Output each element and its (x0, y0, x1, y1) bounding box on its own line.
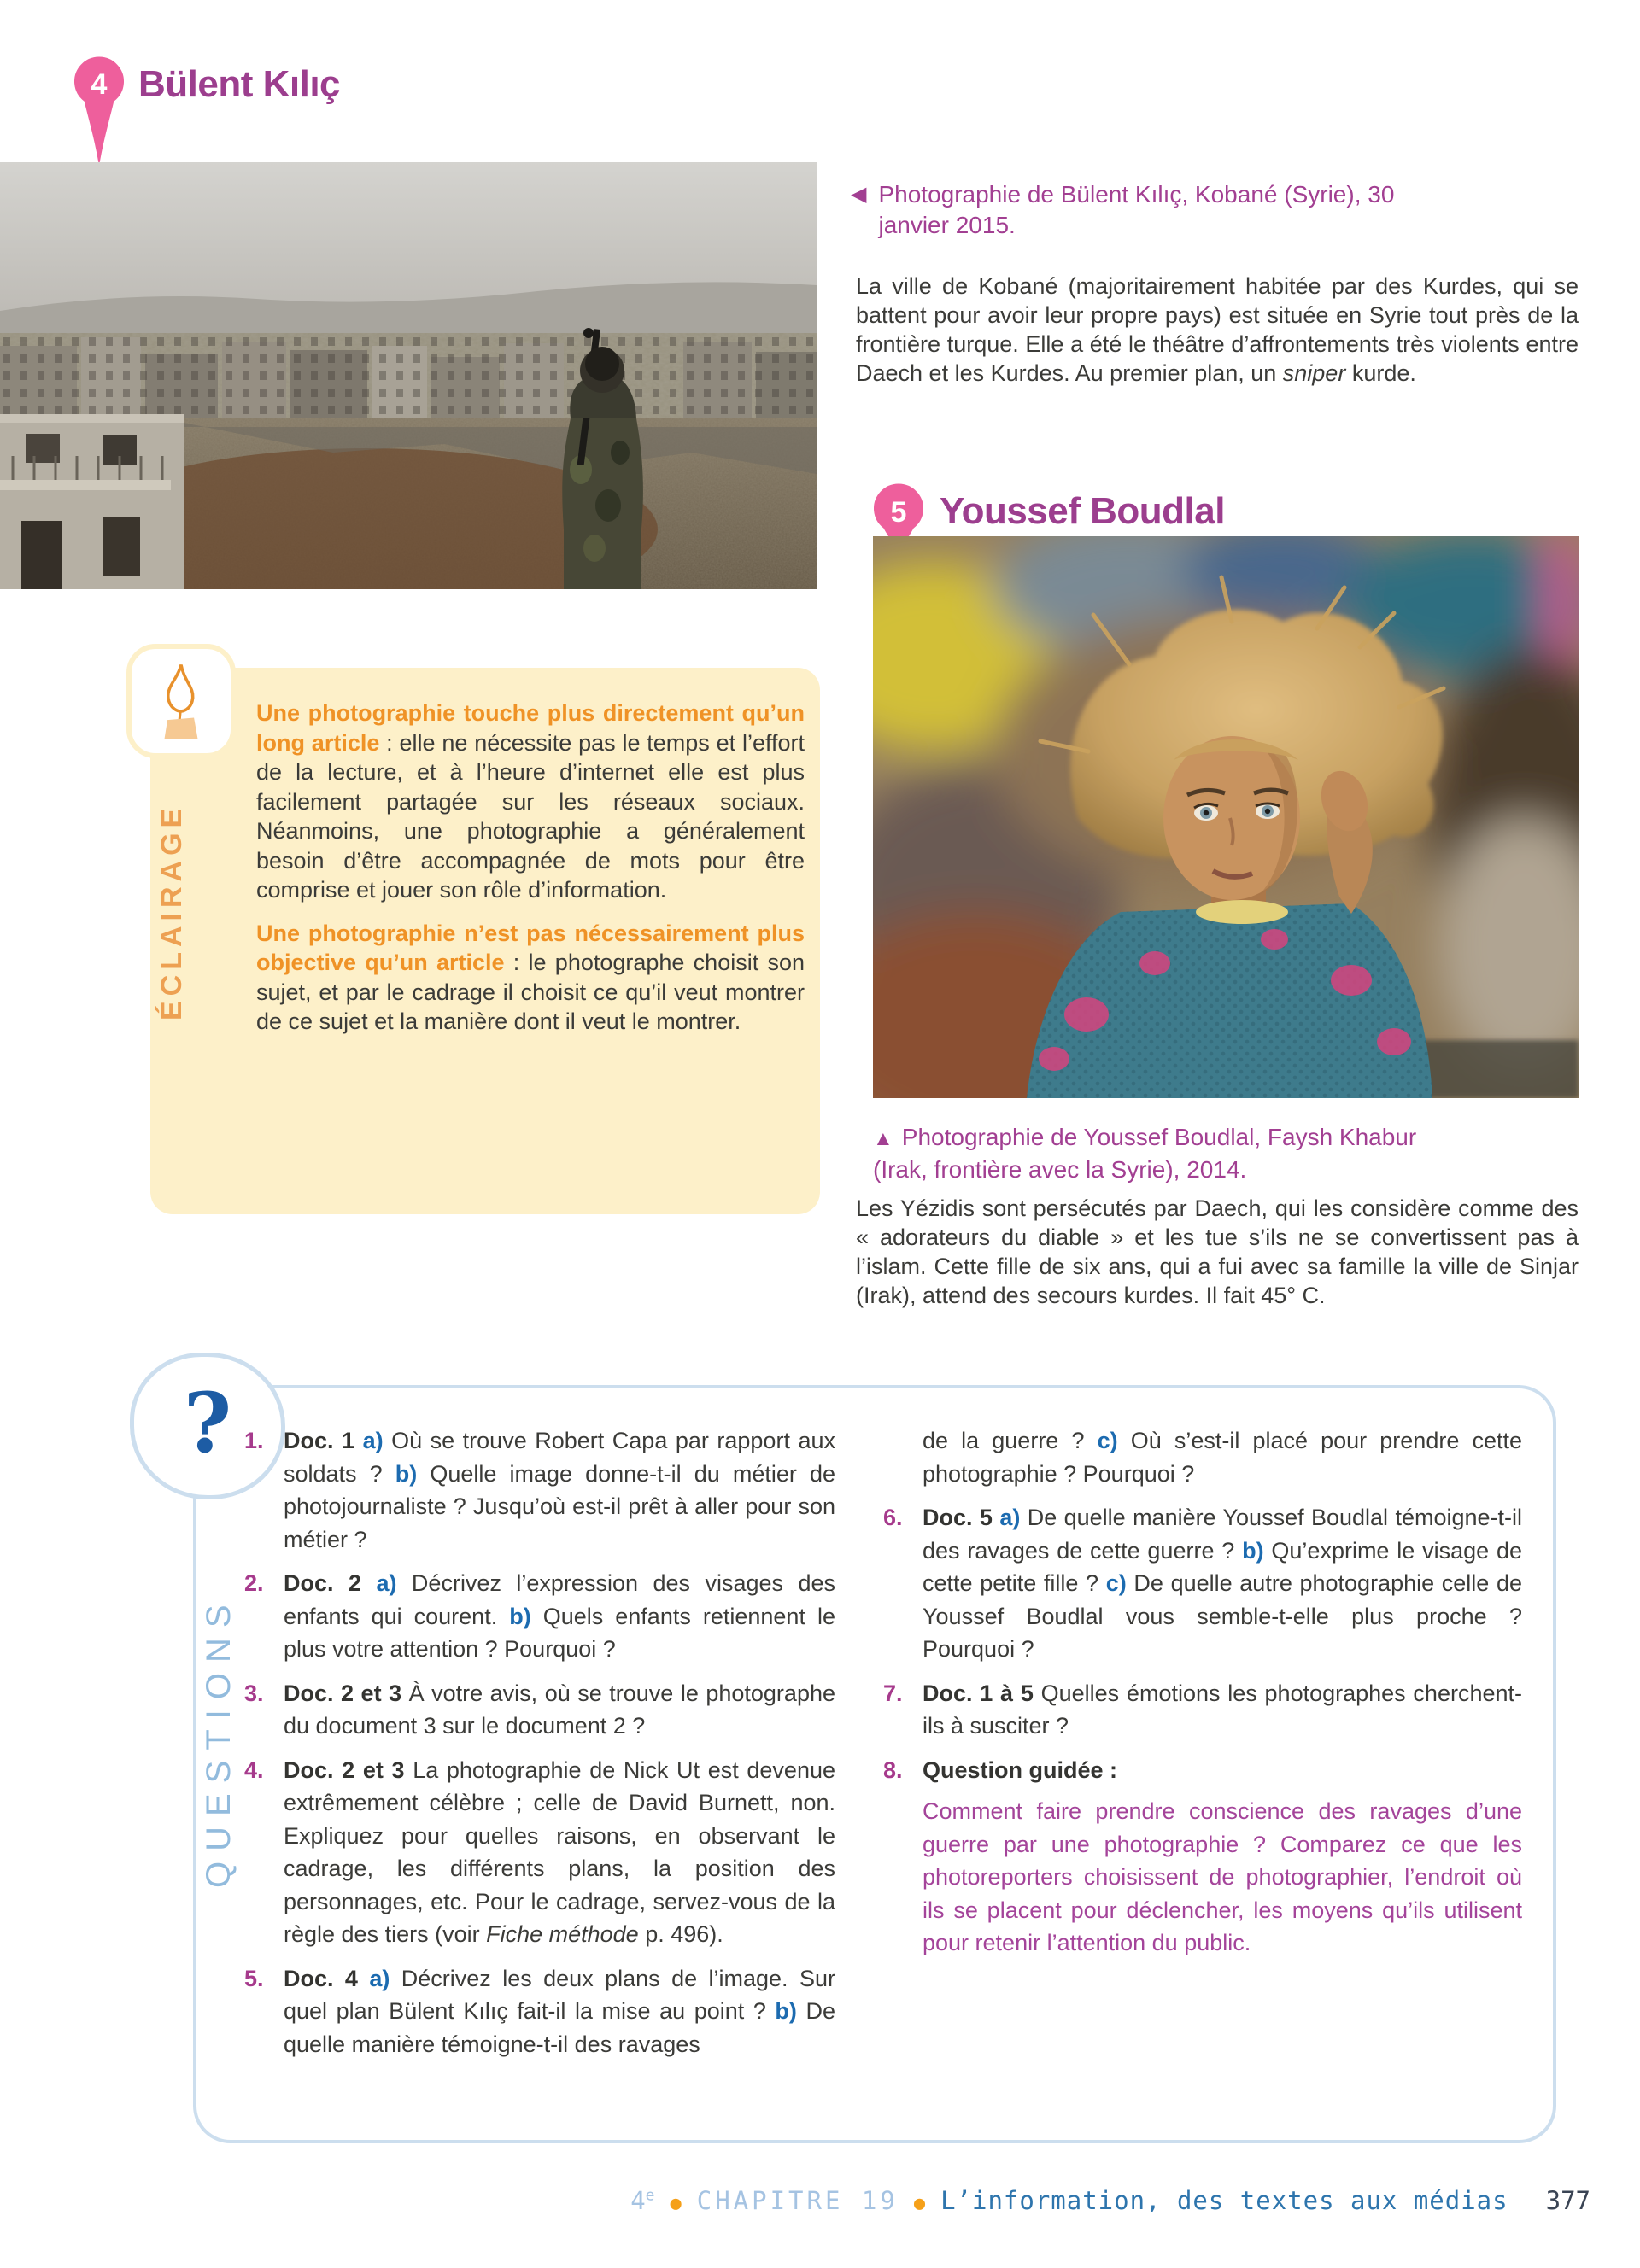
text-run: Doc. 2 et 3 (284, 1680, 409, 1706)
question-item (244, 1567, 835, 1666)
question-item (883, 1424, 1522, 1490)
doc5-caption-text: Photographie de Youssef Boudlal, Faysh Khabur (Irak, frontière avec la Syrie), 2014. (873, 1124, 1417, 1183)
doc5-title: Youssef Boudlal (940, 490, 1225, 532)
question-item (244, 1677, 835, 1743)
question-text (284, 1677, 835, 1743)
footer-grade: 4e (630, 2186, 655, 2215)
question-text (922, 1677, 1522, 1743)
text-run: Décrivez l’expression des visages des enfants qui courent. (284, 1570, 835, 1629)
text-run: c) (1105, 1570, 1127, 1596)
question-item (883, 1501, 1522, 1666)
question-text (922, 1754, 1522, 1960)
up-triangle-icon: ▲ (873, 1127, 893, 1150)
text-run: Doc. 2 (284, 1570, 377, 1596)
doc5-number: 5 (890, 496, 907, 529)
eclairage-badge (126, 644, 236, 758)
question-text (284, 1754, 835, 1951)
photo-yazidi-girl (873, 536, 1578, 1098)
eclairage-text (256, 699, 805, 1050)
questions-column-2 (883, 1424, 1522, 1971)
question-number: 2. (244, 1570, 264, 1596)
page-footer (630, 2186, 1590, 2215)
text-run: Doc. 2 et 3 (284, 1757, 413, 1783)
text-run: De quelle manière Youssef Boudlal témoigne-t-il des ravages de cette guerre ? (922, 1505, 1522, 1564)
footer-title: L’information, des textes aux médias (940, 2186, 1508, 2215)
text-run: p. 496). (638, 1921, 723, 1947)
text-run: Quels enfants retiennent le plus votre attention ? Pourquoi ? (284, 1603, 835, 1662)
text-run: Une photographie n’est pas nécessairement plus objective qu’un article (256, 920, 805, 975)
text-run: b) (775, 1998, 797, 2024)
questions-column-1 (244, 1424, 835, 2072)
text-run: Doc. 4 (284, 1965, 370, 1991)
question-text (284, 1962, 835, 2061)
foreground-building (0, 414, 184, 589)
doc4-number: 4 (91, 68, 108, 101)
question-number: 8. (883, 1757, 903, 1783)
text-run: b) (395, 1460, 418, 1487)
questions-label: QUESTIONS (200, 1594, 237, 1888)
text-run: Quelles émotions les photographes cherchent-ils à susciter ? (922, 1680, 1522, 1739)
question-text (284, 1424, 835, 1556)
text-run: b) (509, 1603, 531, 1629)
text-run: Question guidée : (922, 1757, 1118, 1783)
question-text (284, 1567, 835, 1666)
text-run: La photographie de Nick Ut est devenue extrêmement célèbre ; celle de David Burnett, non. Expliquez pour quelles raisons, en observant le cadrage, les différents plans, la position des personnages, etc. Pour le cadrage, servez-vous de la règle des tiers (voir (284, 1757, 835, 1947)
text-run: : le photographe choisit son sujet, et par le cadrage il choisit ce qu’il veut montrer de ce sujet et la manière dont il veut le montrer. (256, 950, 805, 1034)
text-run: Doc. 1 (284, 1428, 363, 1453)
eclairage-paragraph (256, 699, 805, 905)
text-run: Doc. 1 à 5 (922, 1680, 1041, 1706)
text-run: b) (1242, 1537, 1264, 1564)
text-run: Où se trouve Robert Capa par rapport aux soldats ? (284, 1428, 835, 1487)
text-run: Décrivez les deux plans de l’image. Sur quel plan Bülent Kılıç fait-il la mise au point ? (284, 1965, 835, 2024)
question-item (244, 1962, 835, 2061)
eclairage-label: ÉCLAIRAGE (155, 803, 188, 1021)
guided-question-text: Comment faire prendre conscience des ravages d’une guerre par une photographie ? Comparez ce que les photoreporters choisissent de photographier, l’endroit où ils se placent pour déclencher, les moyens qu’ils utilisent pour retenir l’attention du public. (922, 1798, 1522, 1955)
question-number: 5. (244, 1965, 264, 1991)
doc4-caption-text: Photographie de Bülent Kılıç, Kobané (Syrie), 30 janvier 2015. (878, 181, 1395, 238)
text-run: sniper (1282, 360, 1346, 386)
question-text (922, 1501, 1522, 1666)
text-run: Fiche méthode (486, 1921, 639, 1947)
left-triangle-icon: ◀ (851, 183, 867, 206)
text-run: Doc. 5 (922, 1505, 1000, 1530)
text-run: La ville de Kobané (majoritairement habitée par des Kurdes, qui se battent pour avoir leur propre pays) est située en Syrie tout près de la frontière turque. Elle a été le théâtre d’affrontements très violents entre Daech et les Kurdes. Au premier plan, un (856, 273, 1578, 386)
question-item (244, 1754, 835, 1951)
question-item (883, 1754, 1522, 1960)
doc5-description: Les Yézidis sont persécutés par Daech, qui les considère comme des « adorateurs du diable » et les tue s’ils ne se convertissent pas à l’islam. Cette fille de six ans, qui a fui avec sa famille la ville de Sinjar (Irak), attend des secours kurdes. Il fait 45° C. (856, 1195, 1578, 1308)
text-run: De quelle autre photographie celle de Youssef Boudlal vous semble-t-elle plus proche ? Pourquoi ? (922, 1570, 1522, 1662)
question-number (883, 1424, 922, 1490)
doc4-caption (851, 179, 1449, 241)
text-run: a) (369, 1965, 390, 1991)
text-run: a) (376, 1570, 397, 1596)
text-run: Qu’exprime le visage de cette petite fille ? (922, 1537, 1522, 1596)
candle-icon (155, 660, 208, 742)
question-number: 7. (883, 1680, 903, 1706)
question-item (883, 1677, 1522, 1743)
question-number: 3. (244, 1680, 264, 1706)
text-run: a) (362, 1428, 384, 1453)
text-run: kurde. (1345, 360, 1416, 386)
question-mark-icon: ? (183, 1374, 232, 1471)
text-run: c) (1097, 1428, 1118, 1453)
text-run: Quelle image donne-t-il du métier de photojournaliste ? Jusqu’où est-il prêt à aller pour son métier ? (284, 1460, 835, 1552)
question-number: 4. (244, 1757, 264, 1783)
footer-page-number: 377 (1545, 2186, 1590, 2215)
question-number: 6. (883, 1505, 903, 1530)
footer-bullet: ● (913, 2193, 926, 2214)
text-run: a) (999, 1505, 1021, 1530)
text-run: Une photographie touche plus directement qu’un long article (256, 700, 805, 756)
doc4-description (856, 272, 1578, 388)
text-run: Où s’est-il placé pour prendre cette photographie ? Pourquoi ? (922, 1428, 1522, 1487)
question-text (922, 1424, 1522, 1490)
question-number: 1. (244, 1428, 264, 1453)
text-run: : elle ne nécessite pas le temps et l’effort de la lecture, et à l’heure d’internet elle est plus facilement partagée sur les réseaux sociaux. Néanmoins, une photographie a généralement besoin d’être accompagnée de mots pour être comprise et jouer son rôle d’information. (256, 729, 805, 903)
text-run: de la guerre ? (922, 1428, 1098, 1453)
text-run: À votre avis, où se trouve le photographe du document 3 sur le document 2 ? (284, 1680, 835, 1739)
footer-chapter: CHAPITRE 19 (696, 2186, 899, 2215)
doc5-caption (873, 1122, 1471, 1185)
eclairage-paragraph (256, 919, 805, 1037)
question-item (244, 1424, 835, 1556)
photo-kobane (0, 162, 817, 589)
doc4-title: Bülent Kılıç (138, 63, 341, 105)
footer-bullet: ● (670, 2193, 682, 2214)
text-run: De quelle manière témoigne-t-il des ravages (284, 1998, 835, 2057)
